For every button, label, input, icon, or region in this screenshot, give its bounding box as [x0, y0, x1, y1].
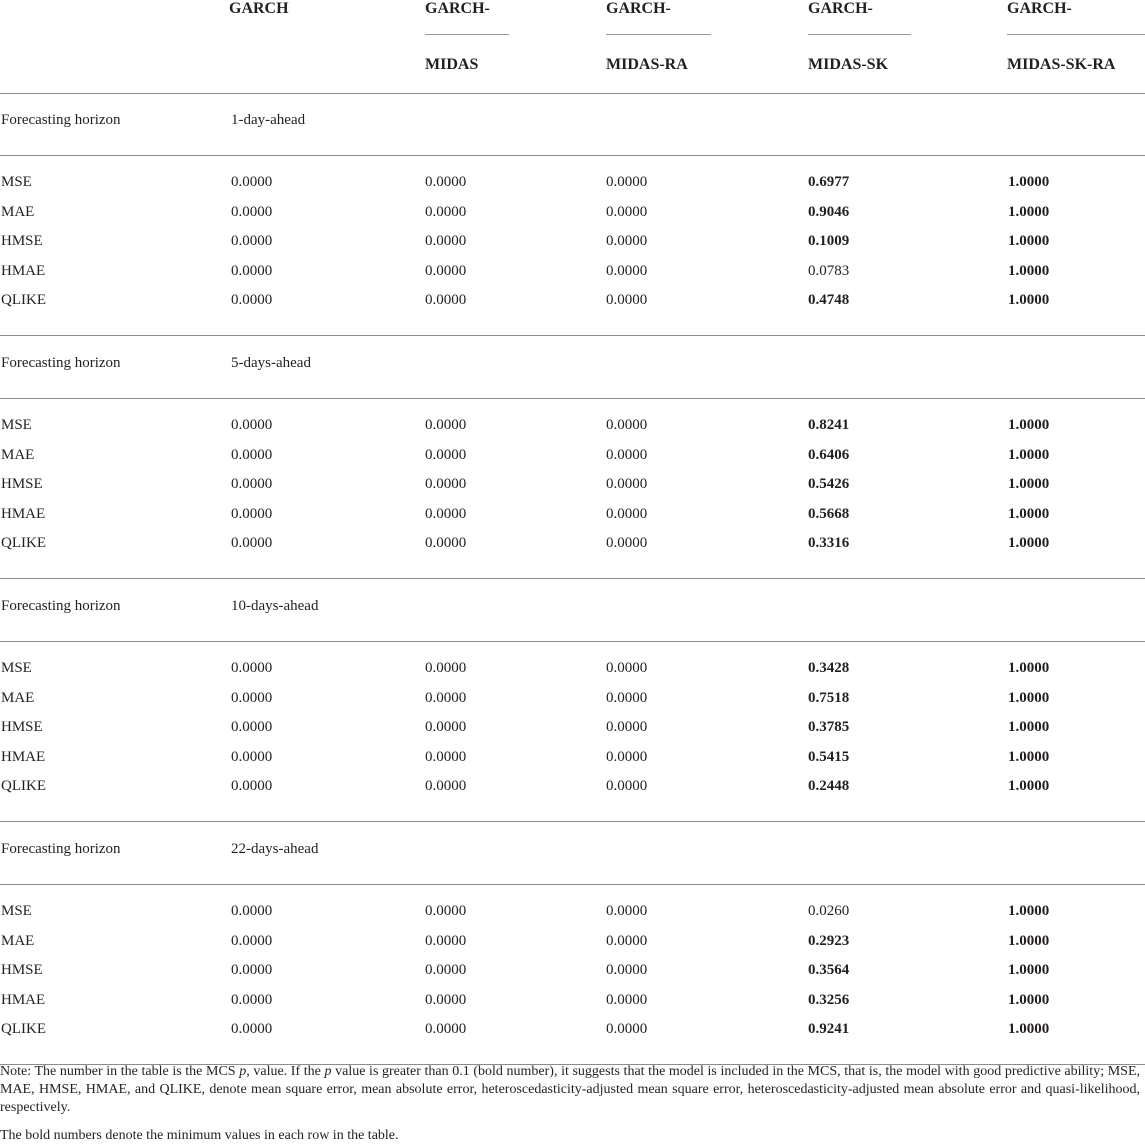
table-cell: 1.0000: [1008, 233, 1050, 249]
table-cell: 1.0000: [1008, 903, 1050, 919]
table-cell: 0.3256: [808, 991, 850, 1008]
table-cell: 0.0000: [606, 476, 648, 492]
horizon-label: Forecasting horizon: [1, 598, 121, 614]
table-cell: 0.0000: [425, 292, 467, 308]
header-line1: GARCH-: [606, 0, 671, 17]
metric-label: HMSE: [1, 233, 43, 249]
table-row: [0, 230, 1145, 252]
table-cell: 0.0000: [231, 1021, 273, 1037]
table-cell: 0.0000: [606, 505, 648, 522]
table-cell: 0.0000: [425, 417, 467, 433]
header-line2: MIDAS: [425, 56, 479, 73]
metric-label: HMAE: [1, 991, 46, 1008]
horizon-row: [0, 109, 1145, 131]
table-cell: 0.0000: [425, 689, 467, 706]
metric-label: MSE: [1, 417, 32, 433]
metric-label: HMSE: [1, 962, 43, 978]
table-cell: 0.0000: [425, 262, 467, 279]
table-cell: 0.0000: [231, 932, 273, 949]
section-rule: [0, 155, 1145, 156]
table-cell: 0.3564: [808, 962, 850, 978]
table-cell: 0.0000: [425, 505, 467, 522]
header-underline: [808, 34, 911, 35]
table-cell: 0.0000: [231, 203, 273, 220]
section-rule: [0, 884, 1145, 885]
metric-label: MSE: [1, 903, 32, 919]
table-row: [0, 775, 1145, 797]
table-row: [0, 746, 1145, 768]
table-cell: 1.0000: [1008, 292, 1050, 308]
table-row: [0, 959, 1145, 981]
table-cell: 0.0000: [231, 476, 273, 492]
metric-label: MAE: [1, 932, 35, 949]
header-line2: MIDAS-RA: [606, 56, 688, 73]
table-cell: 0.0000: [425, 446, 467, 463]
section-bottom-rule: [0, 578, 1145, 579]
table-cell: 1.0000: [1008, 262, 1050, 279]
horizon-label: Forecasting horizon: [1, 841, 121, 857]
metric-label: HMSE: [1, 719, 43, 735]
table-cell: 0.0000: [425, 903, 467, 919]
table-cell: 0.0000: [606, 932, 648, 949]
table-cell: 0.0000: [231, 535, 273, 551]
table-cell: 0.0000: [231, 962, 273, 978]
table-cell: 1.0000: [1008, 1021, 1050, 1037]
table-cell: 0.3316: [808, 535, 850, 551]
table-cell: 0.0000: [606, 203, 648, 220]
horizon-value: 1-day-ahead: [231, 112, 306, 128]
table-row: [0, 1018, 1145, 1040]
table-cell: 0.2923: [808, 932, 850, 949]
section-rule: [0, 398, 1145, 399]
table-row: [0, 289, 1145, 311]
table-cell: 0.2448: [808, 778, 850, 794]
table-cell: 0.0000: [231, 748, 273, 765]
note-p-symbol: p: [239, 1064, 247, 1079]
table-row: [0, 989, 1145, 1011]
table-cell: 0.0000: [606, 174, 648, 190]
table-cell: 0.5426: [808, 476, 850, 492]
section-bottom-rule: [0, 335, 1145, 336]
table-cell: 0.0000: [231, 778, 273, 794]
table-cell: 0.0000: [606, 660, 648, 676]
table-cell: 0.4748: [808, 292, 850, 308]
metric-label: HMAE: [1, 262, 46, 279]
table-row: [0, 444, 1145, 466]
table-cell: 1.0000: [1008, 660, 1050, 676]
note-text: value is greater than 0.1 (bold number), it suggests that the model is included in the MCS, that is, the model with good predictive ability; MSE, MAE, HMSE, HMAE, and QLIKE, denote mean square error, mean absolute error, heteroscedasticity-adjusted mean square error, heteroscedasticity-adjusted mean absolute error and quasi-likelihood, respectively.: [0, 1064, 1140, 1115]
table-cell: 0.5668: [808, 505, 850, 522]
table-cell: 0.0000: [425, 778, 467, 794]
table-row: [0, 260, 1145, 282]
table-cell: 0.0000: [231, 991, 273, 1008]
horizon-row: [0, 352, 1145, 374]
table-cell: 0.0000: [231, 660, 273, 676]
metric-label: QLIKE: [1, 1021, 46, 1037]
table-cell: 1.0000: [1008, 203, 1050, 220]
table-cell: 0.0000: [425, 476, 467, 492]
note-p-symbol: p: [324, 1064, 332, 1079]
table-cell: 0.0000: [231, 417, 273, 433]
table-row: [0, 473, 1145, 495]
horizon-value: 10-days-ahead: [231, 598, 319, 614]
table-cell: 0.0000: [425, 932, 467, 949]
table-cell: 0.0000: [231, 505, 273, 522]
table-cell: 0.0783: [808, 262, 850, 279]
table-cell: 0.0000: [606, 233, 648, 249]
table-cell: 0.0260: [808, 903, 850, 919]
header-underline: [606, 34, 711, 35]
table-cell: 0.0000: [606, 535, 648, 551]
table-cell: 1.0000: [1008, 505, 1050, 522]
table-cell: 1.0000: [1008, 476, 1050, 492]
table-note-bold: The bold numbers denote the minimum values in each row in the table.: [0, 1128, 399, 1143]
table-cell: 1.0000: [1008, 932, 1050, 949]
metric-label: MAE: [1, 446, 35, 463]
metric-label: QLIKE: [1, 778, 46, 794]
table-row: [0, 532, 1145, 554]
header-line1: GARCH-: [425, 0, 490, 17]
table-cell: 0.5415: [808, 748, 850, 765]
table-cell: 0.0000: [606, 1021, 648, 1037]
table-cell: 0.0000: [606, 903, 648, 919]
header-line1: GARCH-: [1007, 0, 1072, 17]
table-row: [0, 900, 1145, 922]
header-underline: [1007, 34, 1145, 35]
metric-label: MAE: [1, 203, 35, 220]
table-cell: 0.0000: [425, 233, 467, 249]
horizon-row: [0, 595, 1145, 617]
table-row: [0, 930, 1145, 952]
header-underline: [425, 34, 509, 35]
table-cell: 0.6977: [808, 174, 850, 190]
table-cell: 0.0000: [231, 262, 273, 279]
table-cell: 0.7518: [808, 689, 850, 706]
table-cell: 0.0000: [606, 417, 648, 433]
table-cell: 1.0000: [1008, 778, 1050, 794]
table-cell: 0.9046: [808, 203, 850, 220]
table-cell: 0.0000: [425, 535, 467, 551]
table-row: [0, 171, 1145, 193]
table-cell: 0.0000: [231, 446, 273, 463]
table-cell: 0.8241: [808, 417, 850, 433]
table-row: [0, 657, 1145, 679]
table-cell: 0.0000: [425, 1021, 467, 1037]
horizon-value: 22-days-ahead: [231, 841, 319, 857]
table-cell: 0.0000: [606, 262, 648, 279]
table-cell: 0.0000: [606, 748, 648, 765]
table-cell: 0.3785: [808, 719, 850, 735]
header-line1: GARCH-: [808, 0, 873, 17]
table-cell: 1.0000: [1008, 535, 1050, 551]
header-line2: MIDAS-SK-RA: [1007, 56, 1116, 73]
table-cell: 1.0000: [1008, 446, 1050, 463]
table-cell: 0.0000: [231, 903, 273, 919]
table-row: [0, 716, 1145, 738]
table-header: [0, 0, 1145, 93]
header-line2: MIDAS-SK: [808, 56, 889, 73]
table-cell: 0.0000: [606, 778, 648, 794]
metric-label: MSE: [1, 174, 32, 190]
table-cell: 0.0000: [231, 689, 273, 706]
metric-label: QLIKE: [1, 292, 46, 308]
table-cell: 0.1009: [808, 233, 850, 249]
table-cell: 0.6406: [808, 446, 850, 463]
table-cell: 0.0000: [425, 660, 467, 676]
table-cell: 0.0000: [231, 292, 273, 308]
table-cell: 0.9241: [808, 1021, 850, 1037]
table-cell: 1.0000: [1008, 417, 1050, 433]
table-cell: 0.0000: [606, 962, 648, 978]
table-cell: 0.0000: [425, 991, 467, 1008]
table-cell: 0.0000: [606, 689, 648, 706]
table-cell: 1.0000: [1008, 991, 1050, 1008]
table-cell: 0.0000: [231, 233, 273, 249]
table-cell: 0.0000: [425, 203, 467, 220]
horizon-label: Forecasting horizon: [1, 112, 121, 128]
table-row: [0, 414, 1145, 436]
horizon-label: Forecasting horizon: [1, 355, 121, 371]
note-text: Note: The number in the table is the MCS: [0, 1064, 240, 1079]
table-row: [0, 201, 1145, 223]
table-cell: 1.0000: [1008, 748, 1050, 765]
table-cell: 1.0000: [1008, 174, 1050, 190]
table-row: [0, 687, 1145, 709]
metric-label: HMSE: [1, 476, 43, 492]
metric-label: HMAE: [1, 748, 46, 765]
table-cell: 0.0000: [606, 719, 648, 735]
table-row: [0, 503, 1145, 525]
metric-label: QLIKE: [1, 535, 46, 551]
metric-label: HMAE: [1, 505, 46, 522]
section-bottom-rule: [0, 821, 1145, 822]
table-cell: 0.0000: [231, 719, 273, 735]
table-cell: 0.0000: [425, 962, 467, 978]
metric-label: MSE: [1, 660, 32, 676]
table-cell: 1.0000: [1008, 689, 1050, 706]
header-garch-label: GARCH: [229, 0, 289, 17]
table-cell: 0.0000: [606, 292, 648, 308]
table-cell: 0.0000: [606, 446, 648, 463]
table-cell: 0.3428: [808, 660, 850, 676]
header-rule: [0, 93, 1145, 94]
table-cell: 0.0000: [425, 748, 467, 765]
table-cell: 1.0000: [1008, 962, 1050, 978]
table-note: [0, 1063, 1140, 1117]
horizon-value: 5-days-ahead: [231, 355, 311, 371]
table-cell: 0.0000: [606, 991, 648, 1008]
table-cell: 1.0000: [1008, 719, 1050, 735]
metric-label: MAE: [1, 689, 35, 706]
table-cell: 0.0000: [425, 174, 467, 190]
note-text: , value. If the: [246, 1064, 325, 1079]
table-cell: 0.0000: [425, 719, 467, 735]
section-rule: [0, 641, 1145, 642]
horizon-row: [0, 838, 1145, 860]
table-cell: 0.0000: [231, 174, 273, 190]
